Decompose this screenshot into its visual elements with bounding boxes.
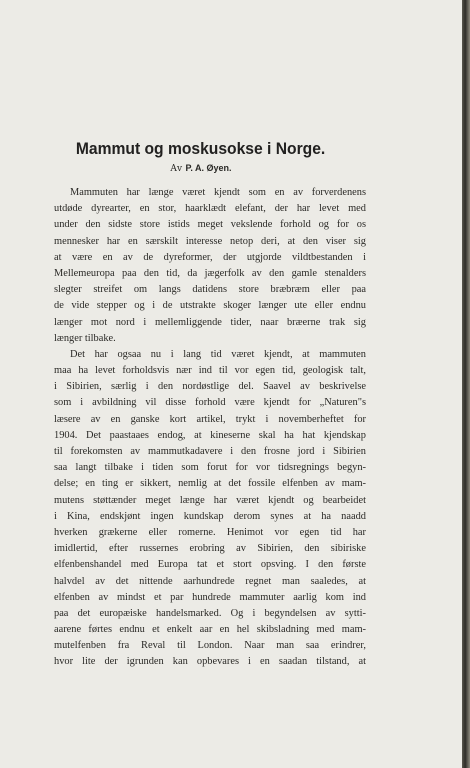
text-line: til forekomsten av mammutkadavere i den frosne jord i Sibirien xyxy=(54,446,366,457)
text-line: delse; en ting er sikkert, nemlig at det fossile elfenben av mam- xyxy=(54,478,366,490)
text-line: de vide stepper og i de utstrakte skoger længer ute eller endnu xyxy=(54,300,366,312)
text-line: elfenben av mindst et par hundrede mammuter aarlig kom ind xyxy=(54,591,366,603)
text-line: aarene førtes endnu et enkelt aar en hel skibsladning med mam- xyxy=(54,624,366,636)
text-line: længer mot nord i mellemliggende tider, naar bræerne trak sig xyxy=(54,316,366,328)
text-line: at være en av de dyreformer, der utgjorde vildtbestanden i xyxy=(54,251,366,263)
text-line: imidlertid, efter russernes erobring av Sibirien, den sibiriske xyxy=(54,543,366,555)
byline xyxy=(36,163,366,174)
text-line: Det har ogsaa nu i lang tid været kjendt, at mammuten xyxy=(70,348,366,360)
text-line: utdøde dyrearter, en stor, haarklædt elefant, der har levet med xyxy=(54,203,366,215)
byline-author: P. A. Øyen. xyxy=(185,163,232,173)
title-block xyxy=(36,139,366,159)
text-line: 1904. Det paastaaes endog, at kineserne skal ha hat kjendskap xyxy=(54,429,366,441)
text-line: Mammuten har længe været kjendt som en av forverdenens xyxy=(70,187,366,198)
text-line: i Sibirien, særlig i den nordøstlige del. Saavel av beskrivelse xyxy=(54,381,366,393)
text-line: som i avbildning vil disse forhold være kjendt for „Naturen"s xyxy=(54,397,366,409)
text-line: paa det europæiske handelsmarked. Og i begyndelsen av sytti- xyxy=(54,607,366,619)
text-line: halvdel av det nittende aarhundrede regnet man saaledes, at xyxy=(54,575,366,587)
text-line: i Kina, endskjønt ingen kundskap derom synes at ha naadd xyxy=(54,510,366,522)
text-line: under den sidste store istids meget vekslende forhold og for os xyxy=(54,219,366,231)
text-line: læsere av en ganske kort artikel, trykt i novemberheftet for xyxy=(54,413,366,425)
text-line: længer tilbake. xyxy=(54,332,116,344)
text-line: elfenbenshandel med Europa tat et stort opsving. I den første xyxy=(54,559,366,571)
article-body xyxy=(54,185,366,671)
text-line: maa ha levet forholdsvis nær ind til vor egen tid, geologisk talt, xyxy=(54,365,366,377)
text-line: Mellemeuropa paa den tid, da jægerfolk av den gamle stenalders xyxy=(54,267,366,279)
text-line: hvor lite der igrunden kan opbevares i en saadan tilstand, at xyxy=(54,656,366,668)
text-line: saa langt tilbake i tiden som forut for vor tidsregnings begyn- xyxy=(54,462,366,474)
text-line: mutens støttænder meget længe har været kjendt og bearbeidet xyxy=(54,494,366,506)
page-edge-shadow xyxy=(462,0,470,768)
text-line: slegter streifet om langs datidens store bræbræm eller paa xyxy=(54,284,366,296)
text-line: hverken grækerne eller romerne. Henimot vor egen tid har xyxy=(54,526,366,538)
text-line: mutelfenben fra Reval til London. Naar man saa erindrer, xyxy=(54,640,366,652)
text-line: mennesker har en særskilt interesse netop deri, at den viser sig xyxy=(54,235,366,247)
article-title: Mammut og moskusokse i Norge. xyxy=(76,139,326,158)
byline-prefix: Av xyxy=(170,164,183,174)
